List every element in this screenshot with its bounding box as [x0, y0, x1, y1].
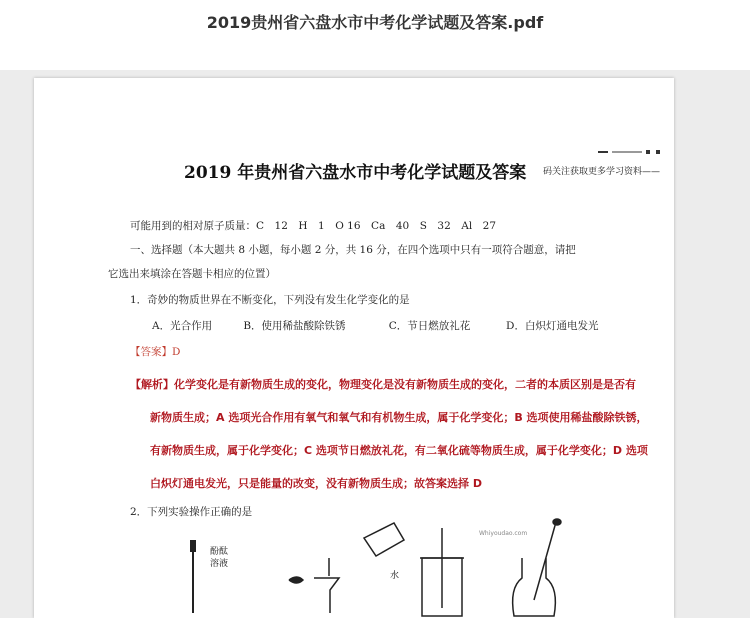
atomic-mass-line: 可能用到的相对原子质量：C 12 H 1 O 16 Ca 40 S 32 Al 27	[130, 220, 497, 232]
question-1-stem: 1．奇妙的物质世界在不断变化，下列没有发生化学变化的是	[130, 294, 410, 306]
section-heading-line1: 一、选择题（本大题共 8 小题，每小题 2 分，共 16 分，在四个选项中只有一项符合题意，请把	[130, 244, 576, 256]
figure-label-water: 水	[390, 571, 400, 581]
option-c: C．节日燃放礼花	[388, 320, 471, 332]
figure-label-solution: 溶液	[210, 559, 229, 569]
analysis-line-2: 新物质生成；A 选项光合作用有氧气和氧气和有机物生成，属于化学变化；B 选项使用稀盐酸除铁锈，	[150, 411, 648, 424]
qr-note: 码关注获取更多学习资料——	[542, 167, 660, 177]
dropper-icon	[190, 540, 196, 613]
flask-icon	[513, 519, 561, 616]
analysis-line-4: 白炽灯通电发光，只是能量的改变，没有新物质生成；故答案选择 D	[150, 477, 482, 490]
pdf-page	[34, 78, 674, 618]
viewer-toolbar	[0, 0, 750, 70]
option-d: D．白炽灯通电发光	[506, 320, 599, 332]
qr-decoration-icon	[598, 148, 662, 156]
file-title: 2019贵州省六盘水市中考化学试题及答案.pdf	[206, 13, 544, 32]
funnel-pour-icon	[289, 523, 404, 613]
section-heading-line2: 它选出来填涂在答题卡相应的位置）	[108, 268, 276, 280]
option-b: B．使用稀盐酸除铁锈	[243, 320, 346, 332]
analysis-line-1: 【解析】化学变化是有新物质生成的变化，物理变化是没有新物质生成的变化，二者的本质区别是是否有	[130, 378, 636, 391]
figure-watermark: Whiyoudao.com	[479, 530, 528, 537]
document-title: 2019 年贵州省六盘水市中考化学试题及答案	[184, 163, 527, 183]
question-1-answer: 【答案】D	[130, 346, 181, 358]
figure-label-phenolphthalein: 酚酞	[210, 547, 229, 557]
question-2-stem: 2．下列实验操作正确的是	[130, 506, 253, 518]
option-a: A．光合作用	[152, 320, 213, 332]
question-1-options	[152, 318, 598, 333]
beaker-icon	[420, 528, 464, 616]
analysis-line-3: 有新物质生成，属于化学变化；C 选项节日燃放礼花，有二氧化硫等物质生成，属于化学变化；D 选项	[150, 444, 648, 457]
